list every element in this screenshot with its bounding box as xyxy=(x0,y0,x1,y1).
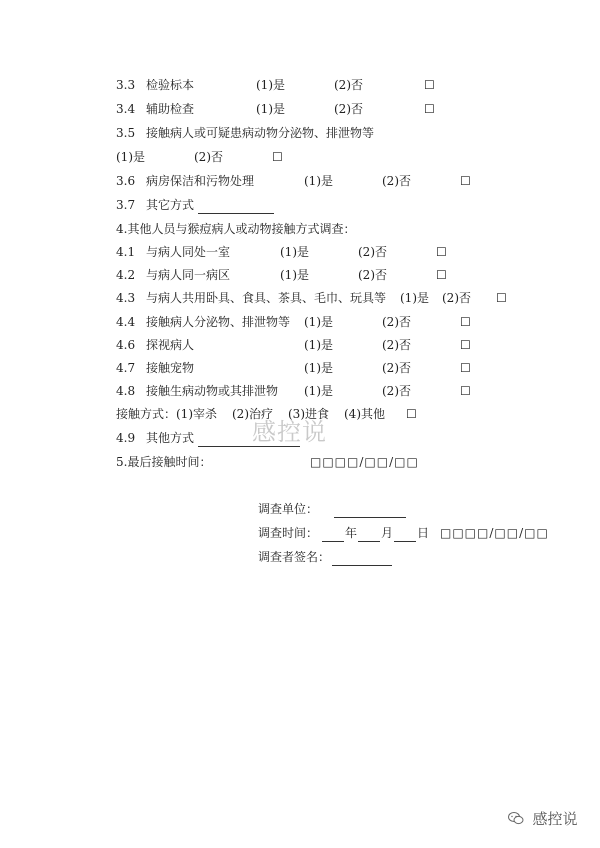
contact-methods-label: 接触方式： xyxy=(116,407,177,421)
item-text: 其他方式 xyxy=(146,431,195,445)
no-option[interactable]: (2)否 xyxy=(382,384,411,398)
yes-option[interactable]: (1)是 xyxy=(400,291,429,305)
option-treatment[interactable]: (2)治疗 xyxy=(232,407,273,421)
item-text: 与病人共用卧具、食具、茶具、毛巾、玩具等 xyxy=(146,291,387,305)
item-number: 3.7 xyxy=(116,198,136,212)
no-option[interactable]: (2)否 xyxy=(382,361,411,375)
item-text: 接触生病动物或其排泄物 xyxy=(146,384,279,398)
item-number: 3.5 xyxy=(116,126,136,140)
no-option[interactable]: (2)否 xyxy=(382,174,411,188)
option-other[interactable]: (4)其他 xyxy=(344,407,385,421)
yes-option[interactable]: (1)是 xyxy=(304,361,333,375)
item-3-5 xyxy=(0,124,600,142)
year-label: 年 xyxy=(345,526,358,540)
checkbox[interactable]: ☐ xyxy=(424,78,435,92)
item-3-6 xyxy=(0,172,600,190)
footer-text: 感控说 xyxy=(532,810,578,828)
yes-option[interactable]: (1)是 xyxy=(280,268,309,282)
no-option[interactable]: (2)否 xyxy=(382,338,411,352)
no-option[interactable]: (2)否 xyxy=(194,150,223,164)
item-number: 4.6 xyxy=(116,338,136,352)
month-field[interactable] xyxy=(358,524,380,542)
item-4-4 xyxy=(0,313,600,331)
section-5 xyxy=(0,453,600,471)
yes-option[interactable]: (1)是 xyxy=(256,102,285,116)
signature-field[interactable] xyxy=(332,548,392,566)
item-number: 3.3 xyxy=(116,78,136,92)
item-text: 其它方式 xyxy=(146,198,195,212)
section-heading: 4.其他人员与猴痘病人或动物接触方式调查： xyxy=(116,222,356,236)
item-text: 辅助检查 xyxy=(146,102,195,116)
item-number: 4.8 xyxy=(116,384,136,398)
unit-label: 调查单位： xyxy=(258,502,319,516)
item-text: 与病人同处一室 xyxy=(146,245,231,259)
no-option[interactable]: (2)否 xyxy=(382,315,411,329)
checkbox[interactable]: ☐ xyxy=(460,315,471,329)
checkbox[interactable]: ☐ xyxy=(460,384,471,398)
yes-option[interactable]: (1)是 xyxy=(304,338,333,352)
section-4-heading xyxy=(0,220,600,238)
item-number: 4.3 xyxy=(116,291,136,305)
checkbox[interactable]: ☐ xyxy=(460,174,471,188)
yes-option[interactable]: (1)是 xyxy=(256,78,285,92)
wechat-icon xyxy=(508,812,528,828)
item-number: 4.9 xyxy=(116,431,136,445)
no-option[interactable]: (2)否 xyxy=(358,245,387,259)
item-4-8 xyxy=(0,382,600,400)
yes-option[interactable]: (1)是 xyxy=(304,174,333,188)
item-number: 4.4 xyxy=(116,315,136,329)
date-boxes[interactable]: □□□□/□□/□□ xyxy=(440,526,549,540)
no-option[interactable]: (2)否 xyxy=(358,268,387,282)
item-text: 接触宠物 xyxy=(146,361,195,375)
item-number: 4.7 xyxy=(116,361,136,375)
item-4-1 xyxy=(0,243,600,261)
item-text: 病房保洁和污物处理 xyxy=(146,174,255,188)
day-field[interactable] xyxy=(394,524,416,542)
option-slaughter[interactable]: (1)宰杀 xyxy=(176,407,217,421)
item-4-7 xyxy=(0,359,600,377)
yes-option[interactable]: (1)是 xyxy=(304,384,333,398)
no-option[interactable]: (2)否 xyxy=(334,78,363,92)
date-boxes[interactable]: □□□□/□□/□□ xyxy=(310,455,419,469)
unit-field[interactable] xyxy=(334,500,406,518)
item-text: 探视病人 xyxy=(146,338,195,352)
item-3-7 xyxy=(0,196,600,214)
item-3-4 xyxy=(0,100,600,118)
item-text: 接触病人分泌物、排泄物等 xyxy=(146,315,291,329)
watermark: 感控说 xyxy=(252,418,327,446)
yes-option[interactable]: (1)是 xyxy=(304,315,333,329)
checkbox[interactable]: ☐ xyxy=(424,102,435,116)
checkbox[interactable]: ☐ xyxy=(460,361,471,375)
checkbox[interactable]: ☐ xyxy=(272,150,283,164)
item-text: 与病人同一病区 xyxy=(146,268,231,282)
item-3-3 xyxy=(0,76,600,94)
blank-line[interactable] xyxy=(198,196,274,214)
item-4-3 xyxy=(0,289,600,307)
yes-option[interactable]: (1)是 xyxy=(280,245,309,259)
yes-option[interactable]: (1)是 xyxy=(116,150,145,164)
item-number: 4.1 xyxy=(116,245,136,259)
signer-label: 调查者签名： xyxy=(258,550,331,564)
item-3-5-answers xyxy=(0,148,600,166)
survey-time xyxy=(0,524,600,542)
year-field[interactable] xyxy=(322,524,344,542)
checkbox[interactable]: ☐ xyxy=(460,338,471,352)
checkbox[interactable]: ☐ xyxy=(406,407,417,421)
item-text: 接触病人或可疑患病动物分泌物、排泄物等 xyxy=(146,126,375,140)
checkbox[interactable]: ☐ xyxy=(436,268,447,282)
day-label: 日 xyxy=(417,526,430,540)
option-eating[interactable]: (3)进食 xyxy=(288,407,329,421)
month-label: 月 xyxy=(381,526,394,540)
item-4-6 xyxy=(0,336,600,354)
item-number: 3.4 xyxy=(116,102,136,116)
item-number: 3.6 xyxy=(116,174,136,188)
surveyor-signature xyxy=(0,548,600,566)
survey-unit xyxy=(0,500,600,518)
time-label: 调查时间： xyxy=(258,526,319,540)
item-4-2 xyxy=(0,266,600,284)
item-number: 4.2 xyxy=(116,268,136,282)
footer xyxy=(508,808,577,829)
checkbox[interactable]: ☐ xyxy=(496,291,507,305)
item-text: 检验标本 xyxy=(146,78,195,92)
no-option[interactable]: (2)否 xyxy=(442,291,471,305)
checkbox[interactable]: ☐ xyxy=(436,245,447,259)
last-contact-label: 5.最后接触时间： xyxy=(116,455,212,469)
no-option[interactable]: (2)否 xyxy=(334,102,363,116)
